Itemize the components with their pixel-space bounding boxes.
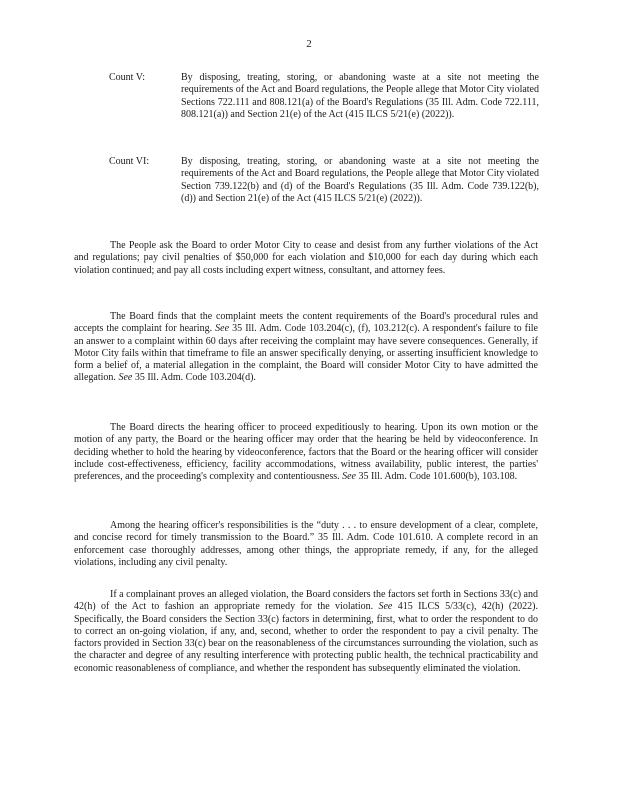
- paragraph-text: 35 Ill. Adm. Code 103.204(d).: [134, 372, 256, 384]
- citation-signal: See: [378, 601, 393, 613]
- citation-signal: See: [118, 372, 133, 384]
- relief-paragraph: The People ask the Board to order Motor City to cease and desist from any further violations of the Act and regulations; pay civil penalties of $50,000 for each violation and $10,000 for each day during which each violation continued; and pay all costs including expert witness, consultant, and attorney fees.: [74, 240, 538, 276]
- hearing-paragraph: [74, 422, 538, 483]
- paragraph-text: 35 Ill. Adm. Code 103.204(c), (f), 103.212(c). A respondent's failure to file an answer to a complaint within 60 days after receiving the complaint may have severe consequences. Generally, if Motor City fails within that timeframe to file an answer specifically denying, or asserting insufficient knowledge to form a belief of, a material allegation in the complaint, the Board will consider Motor City to have admitted the allegation.: [74, 323, 538, 384]
- citation-signal: See: [342, 471, 356, 483]
- remedy-paragraph: [74, 589, 538, 675]
- count-label: Count V:: [109, 72, 146, 83]
- paragraph-text: 35 Ill. Adm. Code 101.600(b), 103.108.: [358, 471, 518, 483]
- count-label: Count VI:: [109, 156, 150, 167]
- paragraph-text: 415 ILCS 5/33(c), 42(h) (2022). Specifically, the Board considers the Section 33(c) factors in determining, first, what to order the respondent to do to correct an on-going violation, if any, and, second, whether to order the respondent to pay a civil penalty. The factors provided in Section 33(c) bear on the reasonableness of the circumstances surrounding the violation, such as the character and degree of any resulting interference with protecting public health, the technical practicability and economic reasonableness of compliance, and whether the respondent has subsequently eliminated the violation.: [74, 601, 539, 674]
- complaint-acceptance-paragraph: [74, 311, 538, 385]
- page-number: 2: [306, 38, 312, 50]
- count-vi: [109, 156, 539, 205]
- count-v: [109, 72, 539, 121]
- citation-signal: See: [215, 323, 230, 335]
- paragraph-text: The Board directs the hearing officer to proceed expeditiously to hearing. Upon its own motion or the motion of any party, the Board or the hearing officer may order that the hearing be held by videoconference. In deciding whether to hold the hearing by videoconference, factors that the Board or the hearing officer will consider include cost-effectiveness, efficiency, facility accommodations, witness availability, public interest, the parties' preferences, and the proceeding's complexity and contentiousness.: [74, 422, 538, 483]
- hearing-officer-paragraph: Among the hearing officer's responsibilities is the “duty . . . to ensure development of a clear, complete, and concise record for timely transmission to the Board.” 35 Ill. Adm. Code 101.610. A complete record in an enforcement case thoroughly addresses, among other things, the appropriate remedy, if any, for the alleged violations, including any civil penalty.: [74, 520, 538, 568]
- paragraph-text: If a complainant proves an alleged violation, the Board considers the factors set forth in Sections 33(c) and 42(h) of the Act to fashion an appropriate remedy for the violation.: [74, 589, 538, 613]
- count-text: By disposing, treating, storing, or abandoning waste at a site not meeting the requirements of the Act and Board regulations, the People allege that Motor City violated Sections 722.111 and 808.121(a) of the Board's Regulations (35 Ill. Adm. Code 722.111, 808.121(a)) and Section 21(e) of the Act (415 ILCS 5/21(e) (2022)).: [181, 72, 539, 120]
- paragraph-text: The Board finds that the complaint meets the content requirements of the Board's procedural rules and accepts the complaint for hearing.: [74, 311, 538, 335]
- count-text: By disposing, treating, storing, or abandoning waste at a site not meeting the requirements of the Act and Board regulations, the People allege that Motor City violated Section 739.122(b) and (d) of the Board's Regulations (35 Ill. Adm. Code 739.122(b), (d)) and Section 21(e) of the Act (415 ILCS 5/21(e) (2022)).: [181, 156, 539, 204]
